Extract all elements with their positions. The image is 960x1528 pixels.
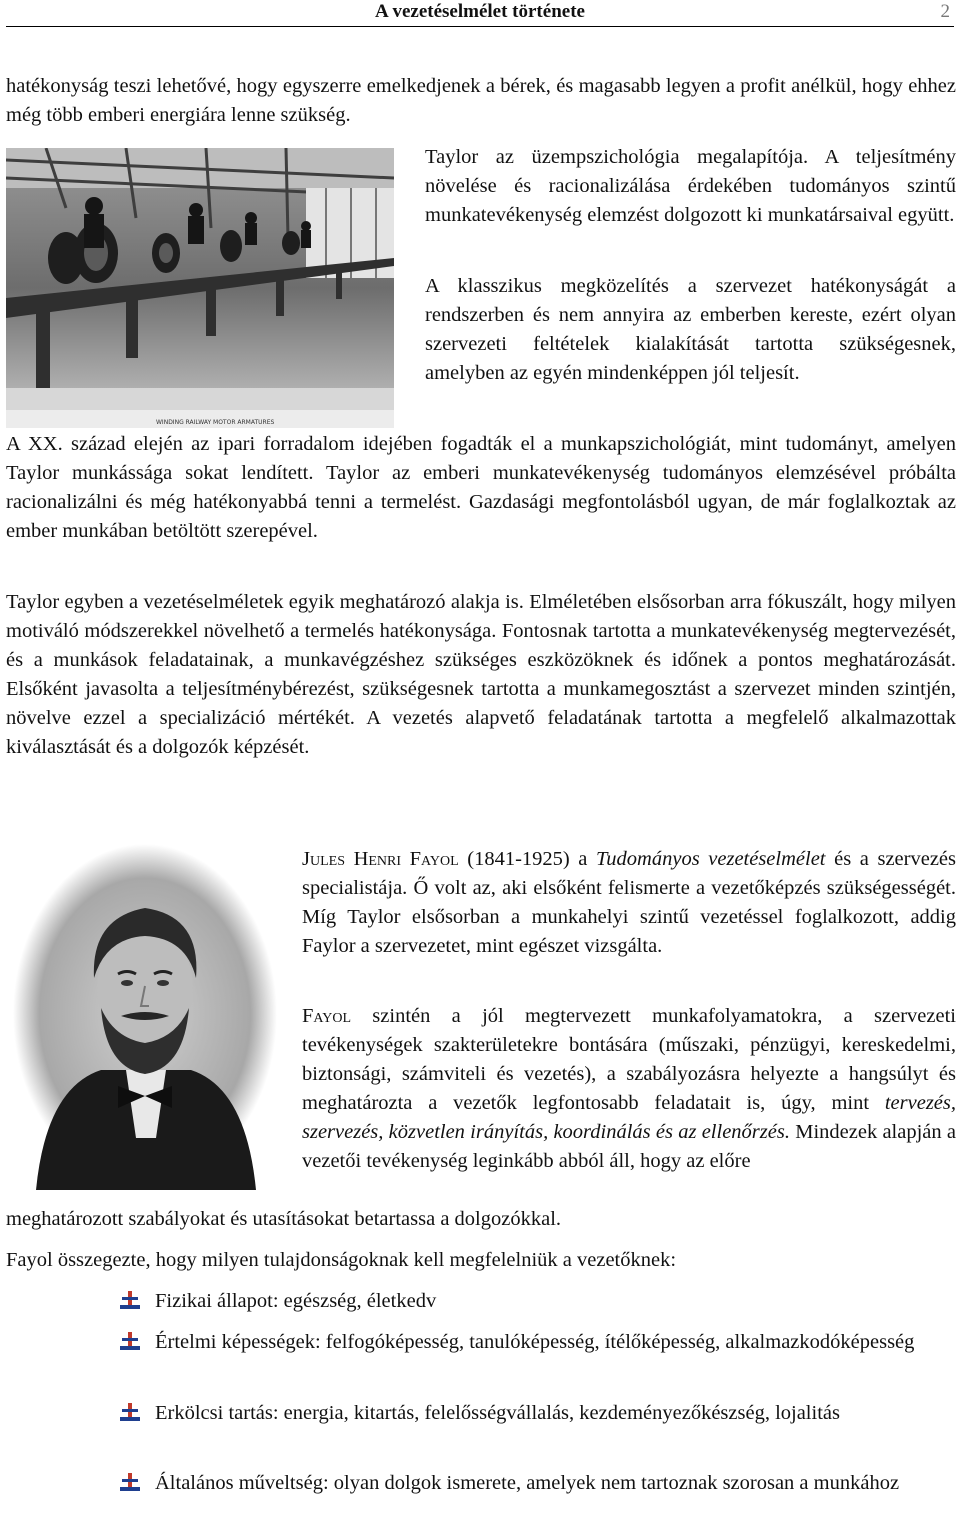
factory-photo-caption: WINDING RAILWAY MOTOR ARMATURES <box>156 419 275 426</box>
list-item-text: Általános műveltség: olyan dolgok ismerete, amelyek nem tartoznak szorosan a munkához <box>155 1472 900 1494</box>
fayol-field: Tudományos vezetéselmélet <box>596 848 826 870</box>
list-item-text: Értelmi képességek: felfogóképesség, tanulóképesség, ítélőképesség, alkalmazkodóképesség <box>155 1331 915 1353</box>
fayol-name: Fayol <box>302 1005 351 1027</box>
fayol-portrait-image <box>6 838 284 1190</box>
fayol-functions-continued: meghatározott szabályokat és utasításokat betartassa a dolgozókkal. <box>6 1208 562 1230</box>
fayol-intro-rest: és a szervezés specialistája. Ő volt az, aki elsőként felismerte a vezetőképzés szükségességét. Míg Taylor elsősorban a munkahelyi szintű vezetéssel foglalkozott, addig Faylor a szervezetet, mint egészet vizsgálta. <box>302 848 956 957</box>
bullet-icon <box>120 1332 140 1350</box>
list-item-text: Fizikai állapot: egészség, életkedv <box>155 1290 437 1312</box>
factory-photo-image <box>6 148 394 428</box>
header-title: A vezetéselmélet története <box>375 1 585 22</box>
fayol-portrait <box>6 838 284 1190</box>
fayol-tasks: tervezés, szervezés, közvetlen irányítás, koordinálás és az ellenőrzés. <box>302 1092 956 1143</box>
fayol-functions-part1: szintén a jól megtervezett munkafolyamatokra, a szervezeti tevékenységek szakterületekre bontására (műszaki, pénzügyi, kereskedelmi, biztonsági, számviteli és vezetés), a szabályozásra helyezte a hangsúlyt és meghatározta a vezetők legfontosabb feladatait is, úgy, mint <box>302 1005 956 1114</box>
bullet-icon <box>120 1291 140 1309</box>
fayol-functions-part2: Mindezek alapján a vezetői tevékenység leginkább abból áll, hogy az előre <box>302 1121 956 1172</box>
fayol-full-name: Jules Henri Fayol <box>302 848 459 870</box>
intro-paragraph: hatékonyság teszi lehetővé, hogy egyszerre emelkedjenek a bérek, és magasabb legyen a profit anélkül, hogy ehhez még több emberi energiára lenne szükség. <box>6 75 956 126</box>
twentieth-century-paragraph: A XX. század elején az ipari forradalom idejében fogadták el a munkapszichológiát, mint tudományt, amelyen Taylor munkássága sokat lendített. Taylor az emberi munkatevékenység tudományos elemzésével próbálta racionalizálni és még hatékonyabbá tenni a termelést. Gazdasági megfontolásból ugyan, de már foglalkoztak az ember munkában betöltött szerepével. <box>6 433 956 542</box>
fayol-summary-paragraph: Fayol összegezte, hogy milyen tulajdonságoknak kell megfelelniük a vezetőknek: <box>6 1249 677 1271</box>
fayol-years: (1841-1925) a <box>458 848 597 870</box>
list-item-text: Erkölcsi tartás: energia, kitartás, felelősségvállalás, kezdeményezőkészség, lojalitás <box>155 1402 840 1424</box>
taylor-theory-paragraph: Taylor egyben a vezetéselméletek egyik meghatározó alakja is. Elméletében elsősorban arra fókuszált, hogy milyen motiváló módszerekkel növelhető a termelés hatékonysága. Fontosnak tartotta a munkatevékenység megtervezését, és a munkások feladatainak, a munkavégzéshez szükséges eszközöknek és időnek a pontos meghatározását. Elsőként javasolta a teljesítménybérezést, szükségesnek tartotta a munkamegosztást a szervezet minden szintjén, növelve ezzel a specializáció mértékét. A vezetés alapvető feladatának tartotta a megfelelő alkalmazottak kiválasztását és a dolgozók képzését. <box>6 591 956 758</box>
factory-photo <box>6 148 394 428</box>
page-number: 2 <box>940 1 950 22</box>
fayol-intro-paragraph <box>302 845 956 961</box>
fayol-functions-paragraph <box>302 1002 956 1176</box>
bullet-icon <box>120 1473 140 1491</box>
classic-approach-paragraph: A klasszikus megközelítés a szervezet hatékonyságát a rendszerben és nem annyira az emberben kereste, ezért olyan szervezeti feltételek kialakítását tartotta szükségesnek, amelyben az egyén mindenképpen jól teljesít. <box>425 275 956 384</box>
taylor-founder-paragraph: Taylor az üzempszichológia megalapítója. A teljesítmény növelése és racionalizálása érdekében tudományos szintű munkatevékenység elemzést dolgozott ki munkatársaival együtt. <box>425 146 956 226</box>
bullet-icon <box>120 1403 140 1421</box>
page-header <box>6 0 954 27</box>
